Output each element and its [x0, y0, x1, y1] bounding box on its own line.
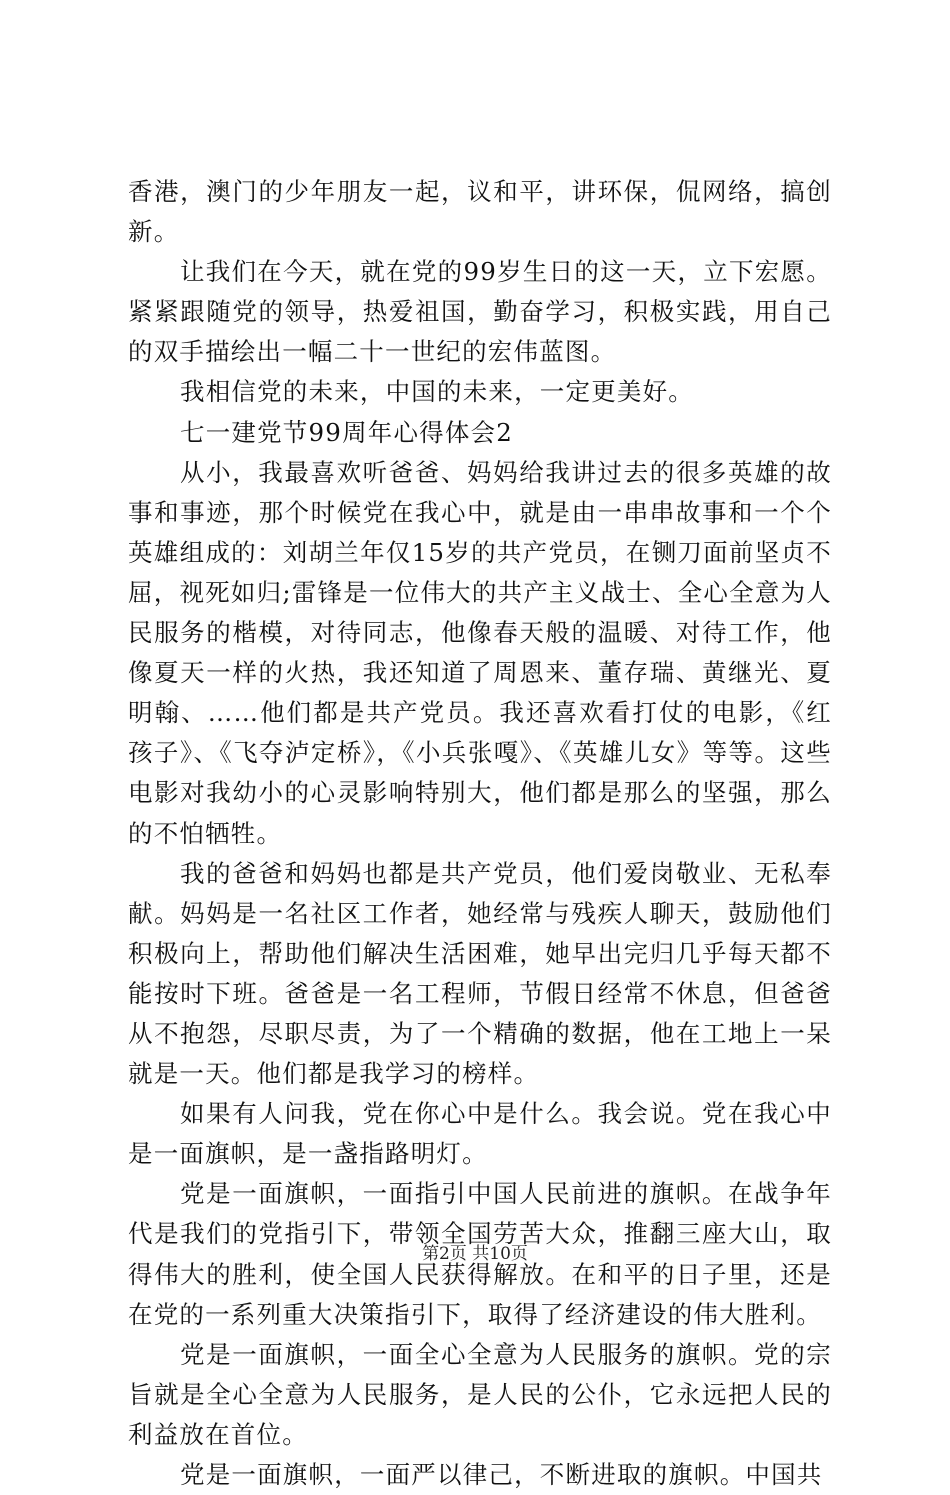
paragraph-5: 从小，我最喜欢听爸爸、妈妈给我讲过去的很多英雄的故事和事迹，那个时候党在我心中，就是由一串串故事和一个个英雄组成的：刘胡兰年仅15岁的共产党员，在铡刀面前坚贞不屈，视死如归;雷锋是一位伟大的共产主义战士、全心全意为人民服务的楷模，对待同志，他像春天般的温暖、对待工作，他像夏天一样的火热，我还知道了周恩来、董存瑞、黄继光、夏明翰、……他们都是共产党员。我还喜欢看打仗的电影，《红孩子》、《飞夺泸定桥》，《小兵张嘎》、《英雄儿女》等等。这些电影对我幼小的心灵影响特别大，他们都是那么的坚强，那么的不怕牺牲。 [128, 457, 832, 848]
paragraph-9: 党是一面旗帜，一面全心全意为人民服务的旗帜。党的宗旨就是全心全意为人民服务，是人民的公仆，它永远把人民的利益放在首位。 [128, 1339, 832, 1449]
section-heading: 七一建党节99周年心得体会2 [180, 417, 514, 447]
paragraph-10: 党是一面旗帜，一面严以律己，不断进取的旗帜。中国共 [180, 1460, 823, 1489]
paragraph-2: 让我们在今天，就在党的99岁生日的这一天，立下宏愿。紧紧跟随党的领导，热爱祖国，勤奋学习，积极实践，用自己的双手描绘出一幅二十一世纪的宏伟蓝图。 [128, 257, 832, 367]
paragraph-6: 我的爸爸和妈妈也都是共产党员，他们爱岗敬业、无私奉献。妈妈是一名社区工作者，她经常与残疾人聊天，鼓励他们积极向上，帮助他们解决生活困难，她早出完归几乎每天都不能按时下班。爸爸是一名工程师，节假日经常不休息，但爸爸从不抱怨，尽职尽责，为了一个精确的数据，他在工地上一呆就是一天。他们都是我学习的榜样。 [128, 858, 832, 1089]
page-footer: 第2页 共10页 [422, 1244, 528, 1264]
paragraph-3: 我相信党的未来，中国的未来，一定更美好。 [180, 377, 694, 407]
paragraph-1: 香港，澳门的少年朋友一起，议和平，讲环保，侃网络，搞创新。 [128, 177, 832, 247]
document-body [128, 172, 832, 1495]
paragraph-8: 党是一面旗帜，一面指引中国人民前进的旗帜。在战争年代是我们的党指引下，带领全国劳苦大众，推翻三座大山，取得伟大的胜利，使全国人民获得解放。在和平的日子里，还是在党的一系列重大决策指引下，取得了经济建设的伟大胜利。 [128, 1179, 832, 1329]
paragraph-7: 如果有人问我，党在你心中是什么。我会说。党在我心中是一面旗帜，是一盏指路明灯。 [128, 1099, 832, 1169]
